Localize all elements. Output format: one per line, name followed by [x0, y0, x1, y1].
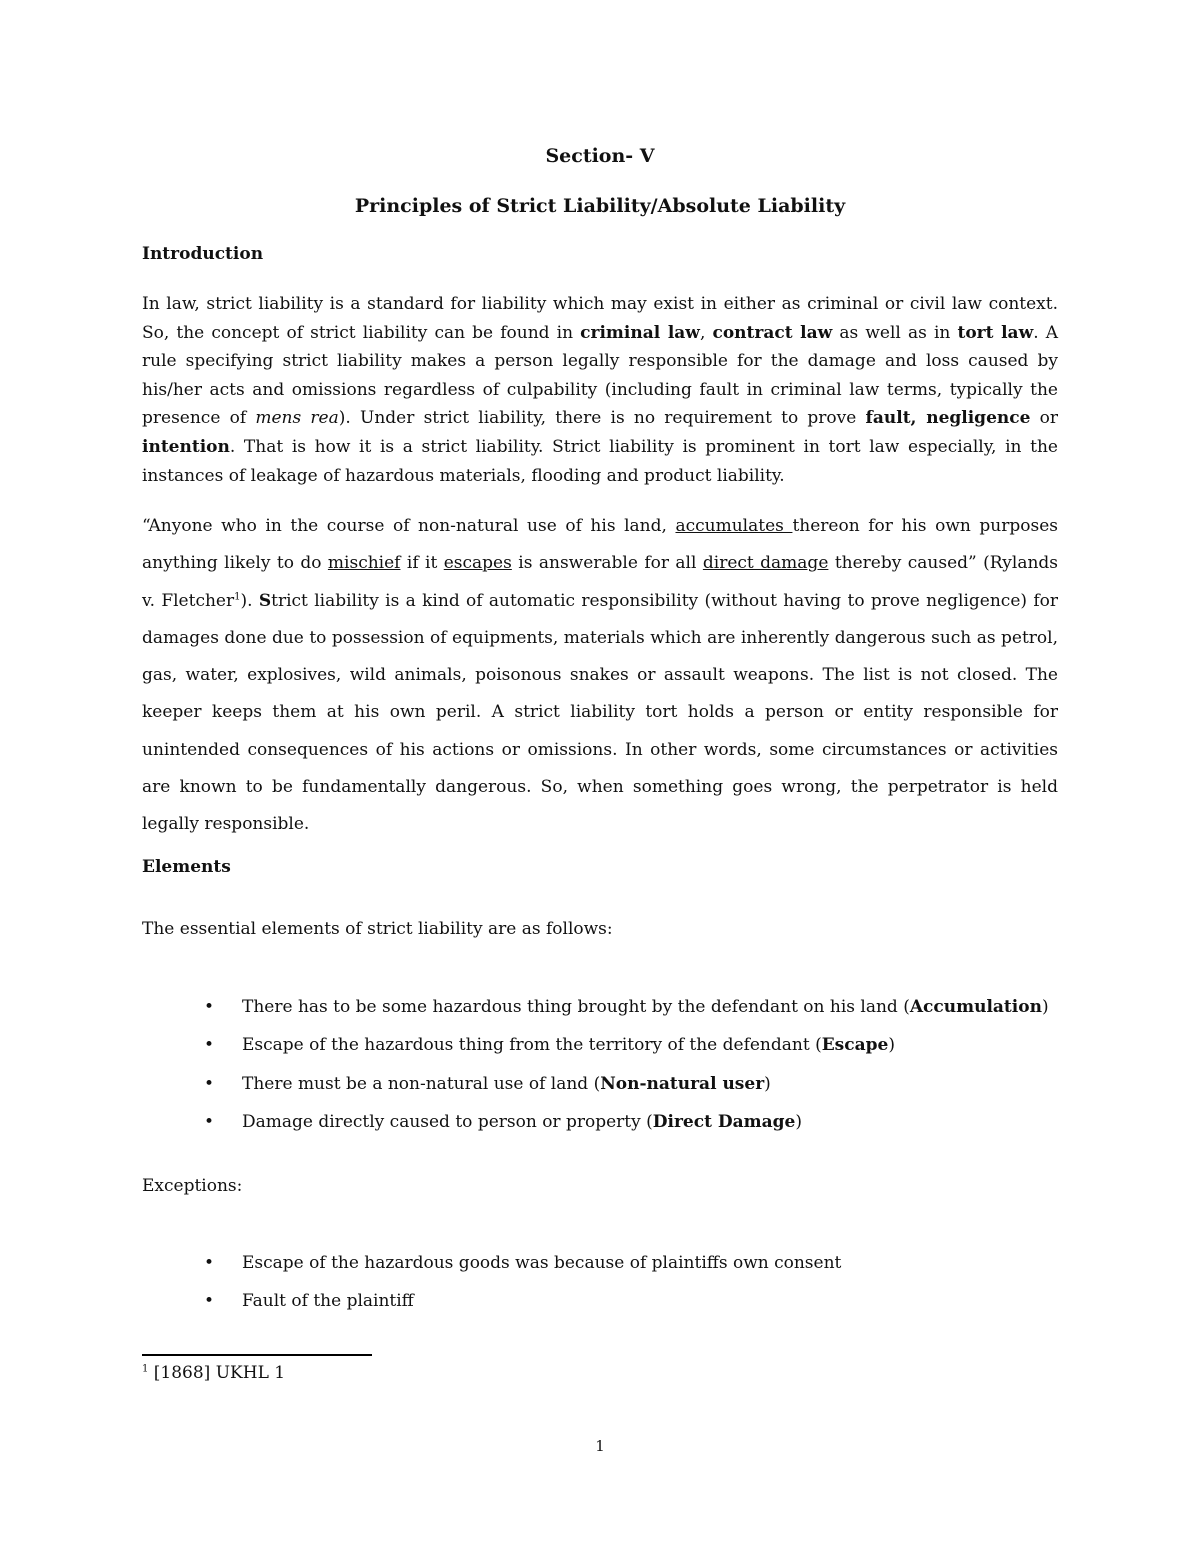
- element-term: Escape: [821, 1035, 889, 1056]
- bullet-icon: •: [204, 1291, 215, 1312]
- section-title: Section- V: [545, 145, 655, 167]
- term-negligence: negligence: [926, 408, 1031, 429]
- intro-sep-1: ,: [699, 322, 713, 343]
- term-contract-law: contract law: [712, 322, 833, 343]
- footnote-reference[interactable]: 1: [234, 590, 241, 602]
- footnote-mark: 1: [142, 1363, 149, 1375]
- exception-text: Escape of the hazardous goods was because of plaintiffs own consent: [242, 1253, 842, 1273]
- element-text: Damage directly caused to person or property (: [242, 1111, 653, 1132]
- quote-bold-letter: S: [258, 590, 272, 611]
- term-tort-law: tort law: [957, 322, 1034, 343]
- quote-text-3: if it: [400, 553, 444, 574]
- quote-text-5: thereby caused” (Rylands v. Fletcher: [142, 553, 1059, 611]
- quote-paragraph: [142, 508, 1058, 844]
- intro-text-3: . A rule specifying strict liability makes a person legally responsible for the damage and loss caused by his/her acts and omissions regardless of culpability (including fault in criminal law terms, typically the presence of: [142, 322, 1059, 429]
- term-escapes: escapes: [443, 553, 512, 574]
- intro-text-2: as well as in: [832, 322, 958, 343]
- exceptions-heading: Exceptions:: [142, 1176, 243, 1196]
- footnote: [142, 1363, 285, 1383]
- term-accumulates: accumulates: [675, 516, 793, 536]
- list-item: [142, 988, 1082, 1026]
- elements-lead-text: The essential elements of strict liability are as follows:: [142, 919, 613, 939]
- exceptions-list: [142, 1244, 1082, 1321]
- element-term: Direct Damage: [652, 1111, 796, 1132]
- footnote-text: [1868] UKHL 1: [148, 1363, 286, 1383]
- elements-heading: Elements: [142, 857, 231, 877]
- element-text: There has to be some hazardous thing brought by the defendant on his land (: [242, 997, 910, 1017]
- bullet-icon: •: [204, 1035, 215, 1056]
- element-text: Escape of the hazardous thing from the territory of the defendant (: [242, 1035, 822, 1056]
- element-term: Non-natural user: [600, 1073, 765, 1094]
- term-criminal-law: criminal law: [580, 322, 700, 343]
- term-direct-damage: direct damage: [702, 553, 829, 574]
- element-text: There must be a non-natural use of land (: [242, 1073, 601, 1094]
- element-close: ): [1041, 997, 1049, 1017]
- term-intention: intention: [142, 436, 230, 457]
- bullet-icon: •: [204, 1111, 215, 1132]
- intro-text-1: In law, strict liability is a standard for liability which may exist in either as criminal or civil law context. So, the concept of strict liability can be found in: [142, 294, 1058, 343]
- document-title: Principles of Strict Liability/Absolute Liability: [354, 195, 846, 217]
- bullet-icon: •: [204, 1253, 215, 1273]
- introduction-paragraph: [142, 290, 1058, 490]
- element-close: ): [888, 1035, 895, 1056]
- quote-text-2: thereon for his own purposes anything likely to do: [142, 516, 1058, 574]
- term-mens-rea: mens rea: [255, 408, 339, 429]
- quote-text-4: is answerable for all: [511, 553, 703, 574]
- bullet-icon: •: [204, 1073, 215, 1094]
- page-number: 1: [595, 1437, 605, 1455]
- element-term: Accumulation: [909, 997, 1042, 1017]
- element-close: ): [795, 1111, 802, 1132]
- quote-text-1: “Anyone who in the course of non-natural use of his land,: [142, 516, 676, 536]
- list-item: [142, 1103, 1082, 1141]
- bullet-icon: •: [204, 997, 215, 1017]
- exception-text: Fault of the plaintiff: [242, 1291, 414, 1312]
- list-item: [142, 1026, 1082, 1064]
- quote-text-7: trict liability is a kind of automatic responsibility (without having to prove negligence) for damages done due to possession of equipments, materials which are inherently dangerous such as petrol, gas, water, explosives, wild animals, poisonous snakes or assault weapons. The list is not closed. The keeper keeps them at his own peril. A strict liability tort holds a person or entity responsible for unintended consequences of his actions or omissions. In other words, some circumstances or activities are known to be fundamentally dangerous. So, when something goes wrong, the perpetrator is held legally responsible.: [142, 590, 1058, 835]
- intro-sep-2: ,: [910, 408, 927, 429]
- intro-text-4: ). Under strict liability, there is no requirement to prove: [338, 408, 866, 429]
- list-item: [142, 1244, 1082, 1282]
- term-mischief: mischief: [327, 553, 401, 574]
- quote-text-6: ).: [240, 590, 259, 611]
- elements-list: [142, 988, 1082, 1141]
- list-item: [142, 1282, 1082, 1320]
- term-fault: fault: [865, 408, 911, 429]
- introduction-heading: Introduction: [142, 244, 264, 264]
- intro-text-5: or: [1030, 408, 1059, 429]
- element-close: ): [764, 1073, 771, 1094]
- intro-text-6: . That is how it is a strict liability. Strict liability is prominent in tort law especially, in the instances of leakage of hazardous materials, flooding and product liability.: [142, 436, 1058, 486]
- list-item: [142, 1065, 1082, 1103]
- footnote-separator: [142, 1354, 372, 1356]
